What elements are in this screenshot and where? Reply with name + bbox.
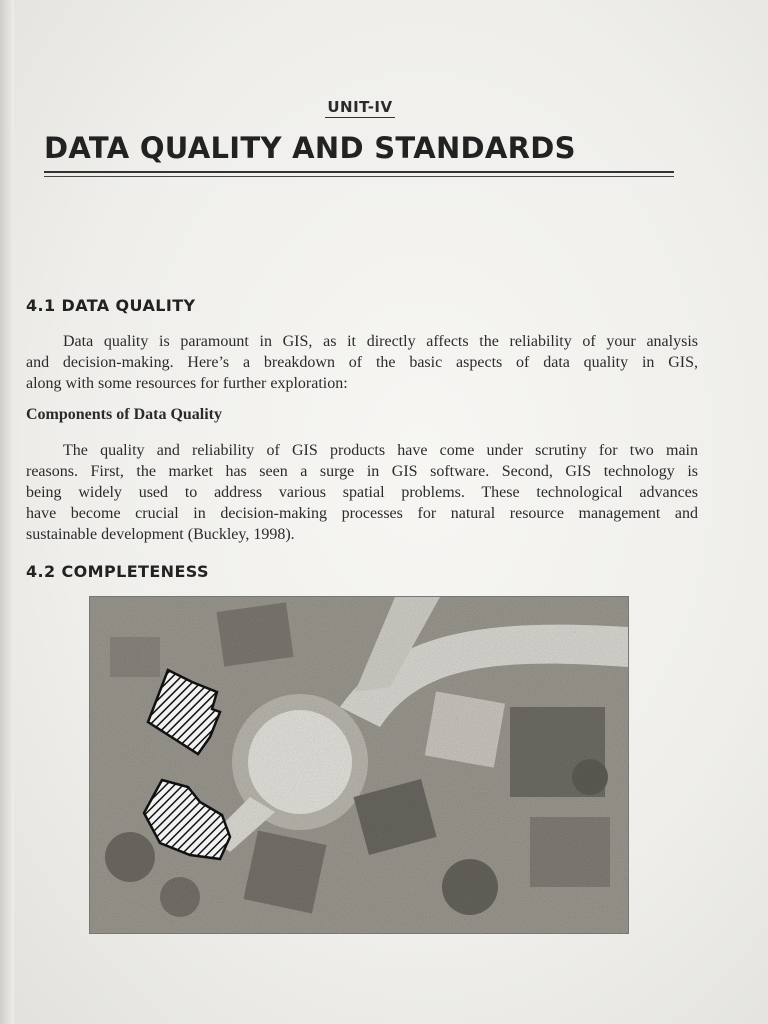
title-underline	[44, 171, 674, 173]
paragraph-line: and decision-making. Here’s a breakdown of the basic aspects of data quality in GIS,	[26, 354, 698, 371]
data-quality-paragraph	[26, 331, 698, 394]
section-heading-data-quality: 4.1 DATA QUALITY	[26, 296, 196, 315]
section-heading-completeness: 4.2 COMPLETENESS	[26, 562, 209, 581]
chapter-title: DATA QUALITY AND STANDARDS	[44, 131, 576, 165]
title-underline-thin	[44, 176, 674, 177]
paragraph-line: along with some resources for further exploration:	[26, 375, 348, 392]
paragraph-line: sustainable development (Buckley, 1998).	[26, 526, 295, 543]
paragraph-line: The quality and reliability of GIS products have come under scrutiny for two main	[63, 442, 698, 459]
paragraph-line: being widely used to address various spatial problems. These technological advances	[26, 484, 698, 501]
paragraph-line: have become crucial in decision-making processes for natural resource management and	[26, 505, 698, 522]
subheading-components: Components of Data Quality	[26, 406, 223, 423]
paragraph-line: reasons. First, the market has seen a surge in GIS software. Second, GIS technology is	[26, 463, 698, 480]
aerial-photo-illustration	[90, 597, 628, 933]
aerial-image-figure	[89, 596, 629, 934]
unit-label: UNIT-IV	[327, 98, 393, 116]
paragraph-line: Data quality is paramount in GIS, as it directly affects the reliability of your analysis	[63, 333, 698, 350]
components-paragraph	[26, 440, 698, 545]
page-binding-edge	[0, 0, 14, 1024]
